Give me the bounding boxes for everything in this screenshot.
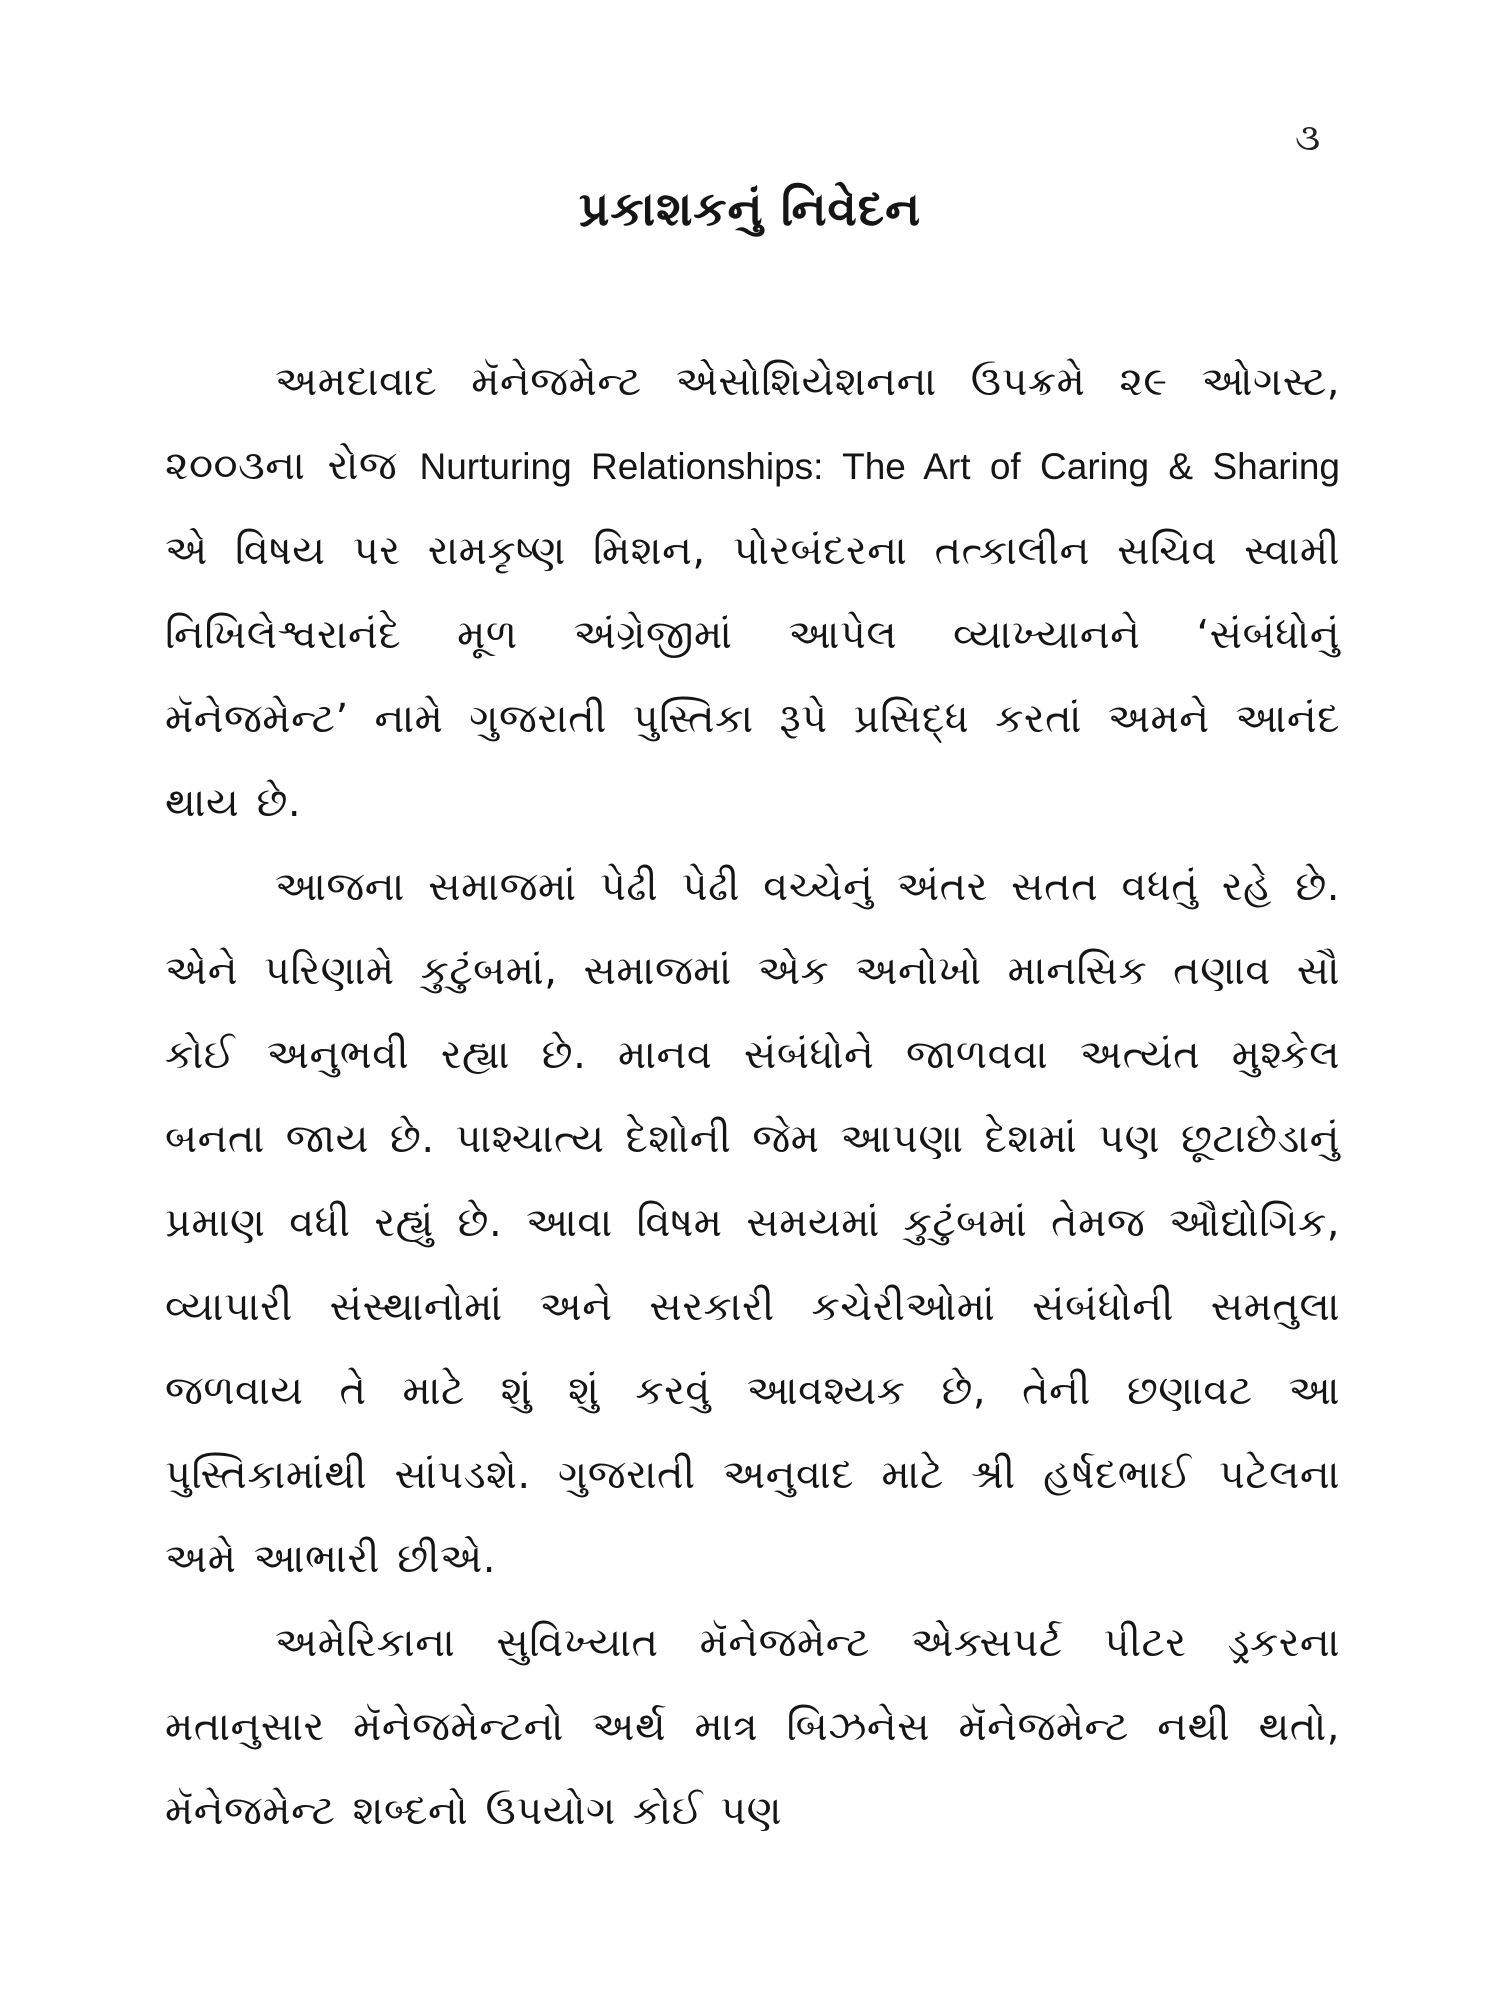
page-number: ૩ [1295, 115, 1321, 159]
body-text [165, 340, 1340, 1853]
paragraph-1-text-after: એ વિષય પર રામકૃષ્ણ મિશન, પોરબંદરના તત્કાલીન સચિવ સ્વામી નિખિલેશ્વરાનંદે મૂળ અંગ્રેજીમાં આપેલ વ્યાખ્યાનને ‘સંબંધોનું મૅનેજમેન્ટ’ નામે ગુજરાતી પુસ્તિકા રૂપે પ્રસિદ્ધ કરતાં અમને આનંદ થાય છે. [165, 528, 1340, 826]
paragraph-1 [165, 340, 1340, 845]
english-title-phrase: Nurturing Relationships: The Art of Caring & Sharing [419, 446, 1340, 487]
paragraph-3: અમેરિકાના સુવિખ્યાત મૅનેજમેન્ટ એક્સપર્ટ પીટર ડ્રકરના મતાનુસાર મૅનેજમેન્ટનો અર્થ માત્ર બિઝનેસ મૅનેજમેન્ટ નથી થતો, મૅનેજમેન્ટ શબ્દનો ઉપયોગ કોઈ પણ [165, 1620, 1340, 1834]
page-title: પ્રકાશકનું નિવેદન [578, 182, 922, 237]
paragraph-1-text-before: અમદાવાદ મૅનેજમેન્ટ એસોશિયેશનના ઉપક્રમે ૨૯ ઓગસ્ટ, ૨૦૦૩ના રોજ [165, 359, 1340, 489]
paragraph-2: આજના સમાજમાં પેઢી પેઢી વચ્ચેનું અંતર સતત વધતું રહે છે. એને પરિણામે કુટુંબમાં, સમાજમાં એક અનોખો માનસિક તણાવ સૌ કોઈ અનુભવી રહ્યા છે. માનવ સંબંધોને જાળવવા અત્યંત મુશ્કેલ બનતા જાય છે. પાશ્ચાત્ય દેશોની જેમ આપણા દેશમાં પણ છૂટાછેડાનું પ્રમાણ વધી રહ્યું છે. આવા વિષમ સમયમાં કુટુંબમાં તેમજ ઔદ્યોગિક, વ્યાપારી સંસ્થાનોમાં અને સરકારી કચેરીઓમાં સંબંધોની સમતુલા જળવાય તે માટે શું શું કરવું આવશ્યક છે, તેની છણાવટ આ પુસ્તિકામાંથી સાંપડશે. ગુજરાતી અનુવાદ માટે શ્રી હર્ષદભાઈ પટેલના અમે આભારી છીએ. [165, 864, 1340, 1582]
